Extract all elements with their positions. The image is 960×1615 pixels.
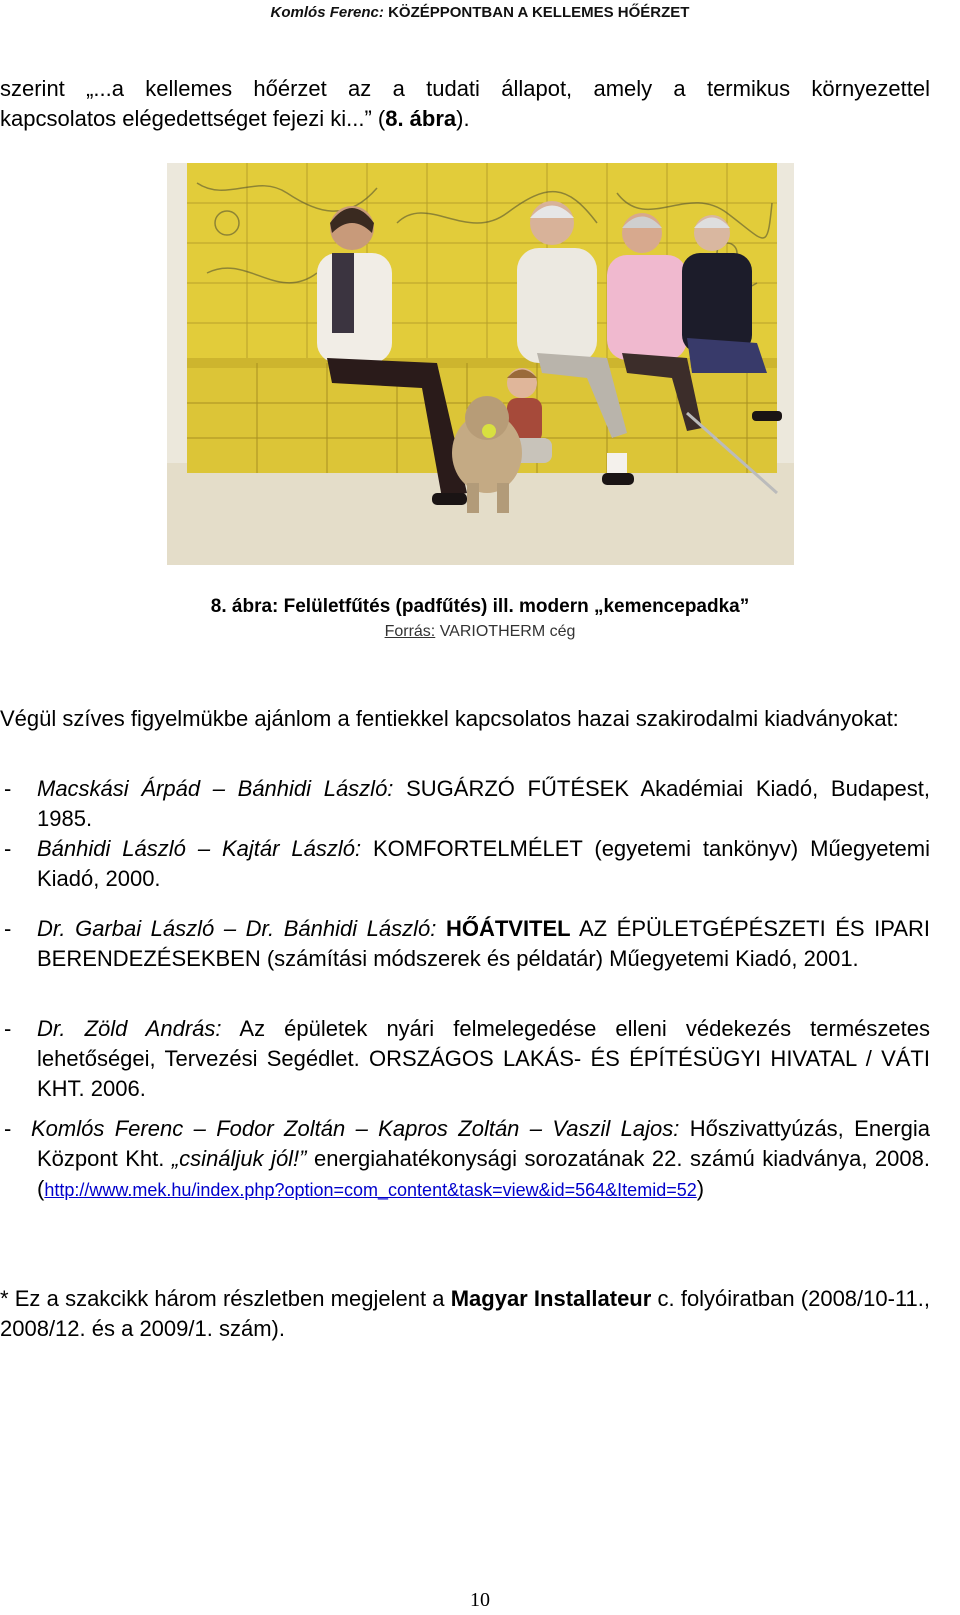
bib-text: SUGÁRZÓ FŰTÉSEK Akadémiai Kiadó, Budapest, 1985.	[37, 776, 930, 831]
bibliography-item: - Dr. Garbai László – Dr. Bánhidi László: HŐÁTVITEL AZ ÉPÜLETGÉPÉSZETI ÉS IPARI BERENDEZÉSEKBEN (számítási módszerek és példatár) Műegyetemi Kiadó, 2001.	[4, 916, 930, 971]
photo-illustration	[167, 163, 794, 565]
bib-series-title: „csináljuk jól!”	[171, 1146, 307, 1171]
bib-authors: Bánhidi László – Kajtár László:	[37, 836, 362, 861]
running-header	[0, 4, 960, 21]
figure-reference: 8. ábra	[385, 106, 457, 131]
bibliography-item: - Dr. Zöld András: Az épületek nyári felmelegedése elleni védekezés természetes lehetőségei, Tervezési Segédlet. ORSZÁGOS LAKÁS- ÉS ÉPÍTÉSÜGYI HIVATAL / VÁTI KHT. 2006.	[4, 1016, 930, 1101]
intro-paragraph	[0, 74, 930, 134]
bib-text: KOMFORTELMÉLET (egyetemi tankönyv) Műegyetemi Kiadó, 2000.	[37, 836, 930, 891]
figure-source	[0, 623, 960, 641]
journal-name: Magyar Installateur	[450, 1286, 652, 1311]
recommendation-paragraph: Végül szíves figyelmükbe ajánlom a fentiekkel kapcsolatos hazai szakirodalmi kiadványokat:	[0, 706, 899, 731]
page-number: 10	[470, 1589, 490, 1611]
bib-authors: Komlós Ferenc – Fodor Zoltán – Kapros Zoltán – Vaszil Lajos:	[31, 1116, 680, 1141]
bibliography-item: - Komlós Ferenc – Fodor Zoltán – Kapros Zoltán – Vaszil Lajos: Hőszivattyúzás, Energia Központ Kht. „csináljuk jól!” energiahatékonysági sorozatának 22. számú kiadványa, 2008. (http://www.mek.hu/index.php?option=com_content&task=view&id=564&Itemid=52)	[4, 1116, 930, 1201]
intro-line-1: szerint „...a kellemes hőérzet az a tudati állapot, amely a termikus környezettel	[0, 76, 930, 101]
bench-heating-photo	[167, 163, 794, 565]
source-label: Forrás:	[384, 623, 436, 640]
footnote-paragraph: * Ez a szakcikk három részletben megjelent a Magyar Installateur c. folyóiratban (2008/10-11., 2008/12. és a 2009/1. szám).	[0, 1286, 931, 1341]
source-text: VARIOTHERM cég	[435, 623, 576, 640]
bib-authors: Macskási Árpád – Bánhidi László:	[37, 776, 394, 801]
bibliography-item: - Macskási Árpád – Bánhidi László: SUGÁRZÓ FŰTÉSEK Akadémiai Kiadó, Budapest, 1985.	[4, 776, 930, 831]
figure-caption: 8. ábra: Felületfűtés (padfűtés) ill. modern „kemencepadka”	[210, 596, 750, 617]
bib-text: Hőszivattyúzás, Energia Központ Kht.	[37, 1116, 930, 1171]
bib-authors: Dr. Garbai László – Dr. Bánhidi László:	[37, 916, 437, 941]
bib-bold-title: HŐÁTVITEL	[436, 916, 571, 941]
bib-text: AZ ÉPÜLETGÉPÉSZETI ÉS IPARI BERENDEZÉSEKBEN (számítási módszerek és példatár) Műegyetemi Kiadó, 2001.	[37, 916, 930, 971]
bib-text: Az épületek nyári felmelegedése elleni védekezés természetes lehetőségei, Tervezési Segédlet. ORSZÁGOS LAKÁS- ÉS ÉPÍTÉSÜGYI HIVATAL / VÁTI KHT. 2006.	[37, 1016, 930, 1101]
bib-authors: Dr. Zöld András:	[37, 1016, 222, 1041]
header-author: Komlós Ferenc:	[270, 4, 384, 21]
intro-line-2: kapcsolatos elégedettséget fejezi ki...” (8. ábra).	[0, 106, 470, 131]
bib-text-2: energiahatékonysági sorozatának 22. számú kiadványa, 2008.	[306, 1146, 930, 1171]
footnote-asterisk: *	[0, 1286, 9, 1311]
bib-link[interactable]: http://www.mek.hu/index.php?option=com_content&task=view&id=564&Itemid=52	[44, 1180, 697, 1200]
bibliography-item: - Bánhidi László – Kajtár László: KOMFORTELMÉLET (egyetemi tankönyv) Műegyetemi Kiadó, 2000.	[4, 836, 930, 891]
header-title: KÖZÉPPONTBAN A KELLEMES HŐÉRZET	[388, 4, 690, 21]
